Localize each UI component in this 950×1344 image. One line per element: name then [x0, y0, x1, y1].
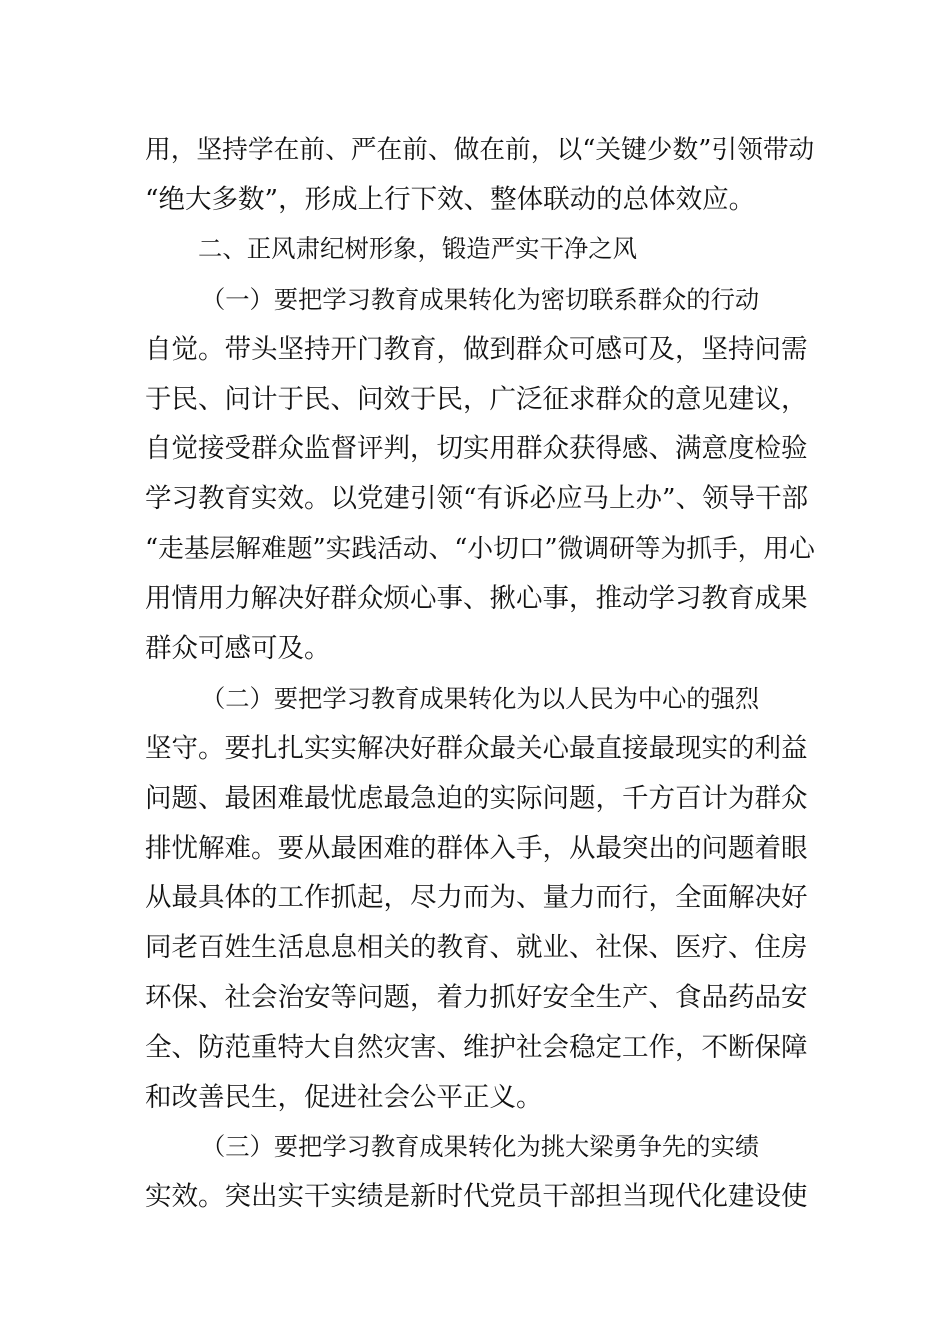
- subsection-heading: （二）要把学习教育成果转化为以人民为中心的强烈: [201, 684, 760, 713]
- text-line: 坚守。要扎扎实实解决好群众最关心最直接最现实的利益: [145, 733, 808, 764]
- text-line: 问题、最困难最忧虑最急迫的实际问题，千方百计为群众: [145, 783, 808, 814]
- subsection-heading: （一）要把学习教育成果转化为密切联系群众的行动: [201, 285, 760, 314]
- text-line: 排忧解难。要从最困难的群体入手，从最突出的问题着眼: [145, 833, 808, 864]
- section-heading: 二、正风肃纪树形象，锻造严实干净之风: [198, 234, 638, 263]
- text-line: “走基层解难题”实践活动、“小切口”微调研等为抓手，用心: [145, 534, 815, 564]
- text-line: 实效。突出实干实绩是新时代党员干部担当现代化建设使: [145, 1181, 808, 1212]
- text-line: 于民、问计于民、问效于民，广泛征求群众的意见建议，: [145, 384, 808, 415]
- text-line: 用情用力解决好群众烦心事、揪心事，推动学习教育成果: [145, 583, 808, 614]
- text-line: 自觉。带头坚持开门教育，做到群众可感可及，坚持问需: [145, 334, 808, 365]
- subsection-heading: （三）要把学习教育成果转化为挑大梁勇争先的实绩: [201, 1132, 760, 1161]
- text-line: 同老百姓生活息息相关的教育、就业、社保、医疗、住房: [145, 932, 808, 963]
- text-line: 全、防范重特大自然灾害、维护社会稳定工作，不断保障: [145, 1032, 808, 1063]
- text-line: 环保、社会治安等问题，着力抓好安全生产、食品药品安: [145, 982, 808, 1013]
- text-line: 和改善民生，促进社会公平正义。: [145, 1082, 543, 1113]
- text-line: “绝大多数”，形成上行下效、整体联动的总体效应。: [145, 184, 756, 215]
- text-line: 群众可感可及。: [145, 633, 331, 664]
- text-line: 从最具体的工作抓起，尽力而为、量力而行，全面解决好: [145, 882, 808, 913]
- text-line: 学习教育实效。以党建引领“有诉必应马上办”、领导干部: [145, 483, 809, 514]
- text-line: 用，坚持学在前、严在前、做在前，以“关键少数”引领带动: [145, 135, 815, 165]
- text-line: 自觉接受群众监督评判，切实用群众获得感、满意度检验: [145, 433, 808, 464]
